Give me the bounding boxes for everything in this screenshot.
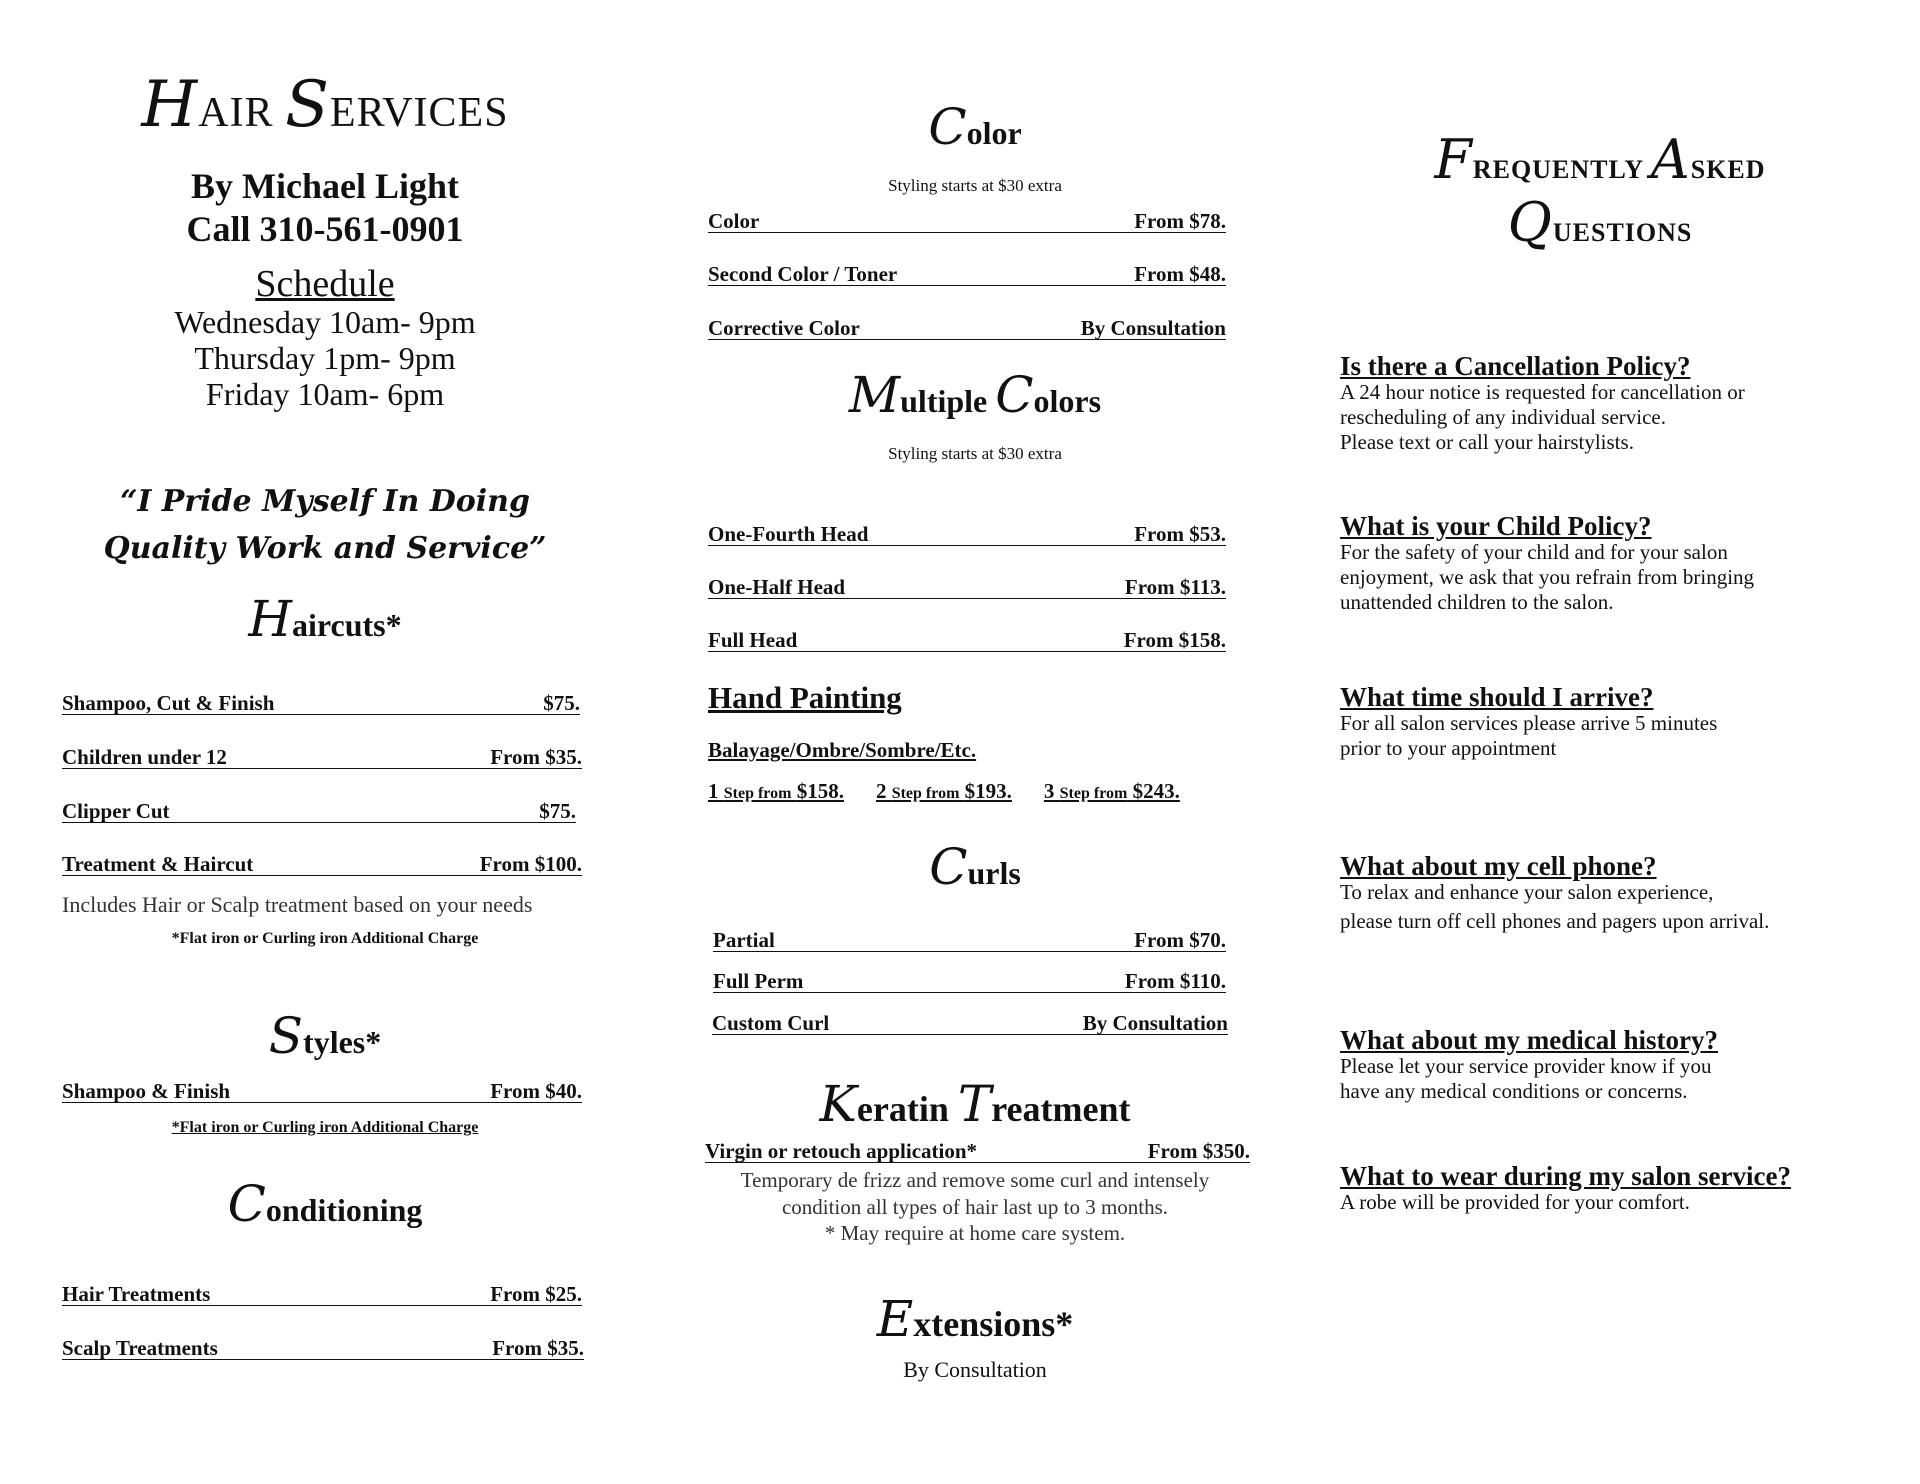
faq-heading: FREQUENTLY ASKED QUESTIONS bbox=[1434, 128, 1766, 254]
faq-item bbox=[1340, 512, 1900, 615]
faq-answer: rescheduling of any individual service. bbox=[1340, 405, 1666, 429]
title-initial: S bbox=[285, 68, 330, 142]
price-row: Second Color / Toner From $48. bbox=[708, 262, 1226, 286]
faq-answer: enjoyment, we ask that you refrain from bringing bbox=[1340, 565, 1755, 589]
quote-line: “I Pride Myself In Doing bbox=[120, 484, 530, 519]
schedule-line: Friday 10am- 6pm bbox=[205, 376, 445, 412]
price-row: Shampoo & Finish From $40. bbox=[62, 1079, 582, 1103]
faq-answer: A robe will be provided for your comfort. bbox=[1340, 1190, 1690, 1214]
keratin-description: Temporary de frizz and remove some curl and intensely bbox=[740, 1168, 1210, 1192]
styles-heading: Styles* bbox=[268, 1007, 382, 1065]
faq-answer: For the safety of your child and for your salon bbox=[1340, 540, 1728, 564]
title-word: AIR bbox=[198, 90, 274, 136]
left-column bbox=[60, 0, 590, 1484]
keratin-description: condition all types of hair last up to 3 months. bbox=[781, 1195, 1169, 1219]
flat-iron-note: *Flat iron or Curling iron Additional Charge bbox=[171, 930, 479, 947]
faq-answer: unattended children to the salon. bbox=[1340, 590, 1614, 614]
schedule-heading: Schedule bbox=[255, 263, 395, 305]
faq-question: What about my medical history? bbox=[1340, 1025, 1718, 1055]
faq-question: What time should I arrive? bbox=[1340, 682, 1654, 712]
styling-note: Styling starts at $30 extra bbox=[888, 444, 1062, 463]
faq-answer: Please text or call your hairstylists. bbox=[1340, 430, 1634, 454]
flat-iron-note: *Flat iron or Curling iron Additional Charge bbox=[171, 1119, 479, 1136]
haircuts-heading: Haircuts* bbox=[248, 590, 402, 648]
price-row: Full Perm From $110. bbox=[713, 969, 1226, 993]
schedule-line: Thursday 1pm- 9pm bbox=[194, 340, 456, 376]
schedule-line: Wednesday 10am- 9pm bbox=[174, 304, 476, 340]
price-row: One-Half Head From $113. bbox=[708, 575, 1226, 599]
faq-item bbox=[1340, 1162, 1900, 1215]
faq-question: What about my cell phone? bbox=[1340, 851, 1657, 881]
faq-item bbox=[1340, 1026, 1900, 1104]
extensions-note: By Consultation bbox=[903, 1357, 1047, 1382]
faq-answer: Please let your service provider know if you bbox=[1340, 1054, 1712, 1078]
price-row: Custom Curl By Consultation bbox=[712, 1011, 1228, 1035]
step-prices bbox=[708, 779, 1180, 804]
balayage-label: Balayage/Ombre/Sombre/Etc. bbox=[708, 738, 977, 762]
includes-note: Includes Hair or Scalp treatment based on your needs bbox=[62, 892, 533, 917]
stylist-name: By Michael Light bbox=[191, 166, 459, 206]
faq-question: What is your Child Policy? bbox=[1340, 511, 1652, 541]
faq-item bbox=[1340, 852, 1900, 934]
price-row: Corrective Color By Consultation bbox=[708, 316, 1226, 340]
faq-answer: To relax and enhance your salon experience, bbox=[1340, 880, 1714, 904]
page-title bbox=[60, 68, 590, 142]
right-column bbox=[1340, 0, 1900, 1484]
price-row: Treatment & Haircut From $100. bbox=[62, 852, 582, 876]
price-row: Children under 12 From $35. bbox=[62, 745, 582, 769]
hand-painting-heading: Hand Painting bbox=[708, 680, 902, 715]
step-price: 1 Step from $158. bbox=[708, 779, 844, 803]
price-row: Full Head From $158. bbox=[708, 628, 1226, 652]
faq-answer: For all salon services please arrive 5 minutes bbox=[1340, 711, 1718, 735]
step-price: 2 Step from $193. bbox=[875, 779, 1012, 803]
faq-answer: prior to your appointment bbox=[1340, 736, 1557, 760]
faq-question: What to wear during my salon service? bbox=[1340, 1161, 1791, 1191]
price-row: Virgin or retouch application* From $350. bbox=[705, 1139, 1250, 1163]
quote-line: Quality Work and Service” bbox=[103, 531, 547, 566]
middle-column bbox=[700, 0, 1250, 1484]
keratin-heading: Keratin Treatment bbox=[819, 1075, 1131, 1133]
curls-heading: Curls bbox=[929, 838, 1021, 896]
faq-answer: A 24 hour notice is requested for cancellation or bbox=[1340, 380, 1745, 404]
price-row: Partial From $70. bbox=[713, 928, 1226, 952]
title-word: ERVICES bbox=[329, 90, 509, 136]
extensions-heading: Extensions* bbox=[876, 1290, 1074, 1348]
faq-item bbox=[1340, 683, 1900, 761]
faq-question: Is there a Cancellation Policy? bbox=[1340, 351, 1691, 381]
price-row: Color From $78. bbox=[708, 209, 1226, 233]
price-row: Hair Treatments From $25. bbox=[62, 1282, 582, 1306]
conditioning-heading: Conditioning bbox=[227, 1175, 423, 1233]
price-row: Shampoo, Cut & Finish $75. bbox=[62, 691, 580, 715]
title-initial: H bbox=[141, 68, 199, 142]
faq-answer: please turn off cell phones and pagers upon arrival. bbox=[1340, 909, 1770, 933]
keratin-description: * May require at home care system. bbox=[824, 1221, 1126, 1245]
price-row: Scalp Treatments From $35. bbox=[62, 1336, 584, 1360]
faq-item bbox=[1340, 352, 1900, 455]
price-row: Clipper Cut $75. bbox=[62, 799, 576, 823]
color-heading: Color bbox=[928, 98, 1022, 156]
faq-answer: have any medical conditions or concerns. bbox=[1340, 1079, 1688, 1103]
step-price: 3 Step from $243. bbox=[1043, 779, 1180, 803]
price-row: One-Fourth Head From $53. bbox=[708, 522, 1226, 546]
styling-note: Styling starts at $30 extra bbox=[888, 176, 1062, 195]
phone-number: Call 310-561-0901 bbox=[186, 209, 464, 249]
multiple-colors-heading: Multiple Colors bbox=[848, 366, 1102, 424]
